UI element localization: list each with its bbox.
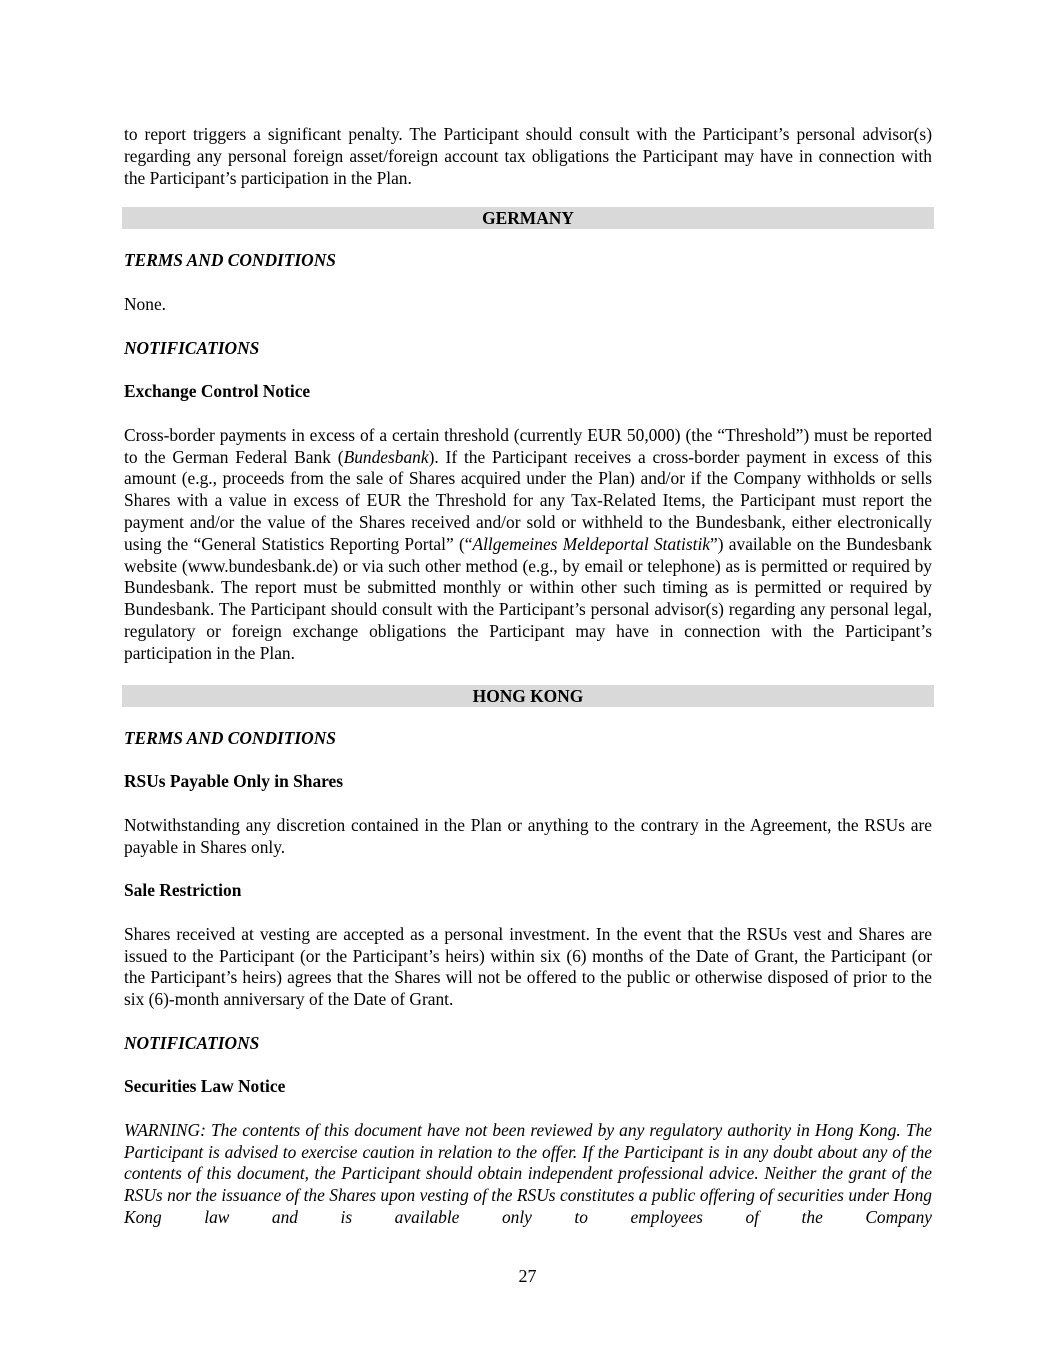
intro-paragraph: to report triggers a significant penalty. The Participant should consult with the Participant’s personal advisor(s) regarding any personal foreign asset/foreign account tax obligations the Participant may have in connection with the Participant’s participation in the Plan. bbox=[124, 124, 932, 188]
germany-terms-heading: TERMS AND CONDITIONS bbox=[124, 250, 336, 271]
section-band-hong-kong: HONG KONG bbox=[122, 685, 934, 707]
page-number: 27 bbox=[518, 1266, 537, 1286]
exchange-text-part2: ). If the Participant receives a cross-border payment in excess of this amount (e.g., proceeds from the sale of Shares acquired under the Plan) and/or if the Company withholds or sells Shares with a value in excess of EUR the Threshold for any Tax-Related Items, the Participant must report the payment and/or the value of the Shares received and/or sold or withheld to the Bundesbank, either electronically using the “General Statistics Reporting Portal” (“ bbox=[124, 446, 933, 554]
section-band-germany: GERMANY bbox=[122, 207, 934, 229]
exchange-text-portal-name: Allgemeines Meldeportal Statistik bbox=[472, 533, 710, 554]
rsus-payable-paragraph: Notwithstanding any discretion contained in the Plan or anything to the contrary in the Agreement, the RSUs are payable in Shares only. bbox=[124, 814, 932, 857]
securities-law-heading: Securities Law Notice bbox=[124, 1076, 286, 1097]
document-body bbox=[124, 124, 932, 1229]
sale-restriction-paragraph: Shares received at vesting are accepted as a personal investment. In the event that the RSUs vest and Shares are issued to the Participant (or the Participant’s heirs) within six (6) months of the Date of Grant, the Participant (or the Participant’s heirs) agrees that the Shares will not be offered to the public or otherwise disposed of prior to the six (6)-month anniversary of the Date of Grant. bbox=[124, 923, 932, 1010]
germany-terms-text: None. bbox=[124, 293, 167, 314]
hongkong-notifications-heading: NOTIFICATIONS bbox=[124, 1032, 260, 1053]
exchange-text-part1: Cross-border payments in excess of a certain threshold (currently EUR 50,000) (the “Threshold”) must be reported to the German Federal Bank ( bbox=[124, 424, 932, 467]
germany-notifications-heading: NOTIFICATIONS bbox=[124, 337, 260, 358]
hongkong-terms-heading: TERMS AND CONDITIONS bbox=[124, 727, 336, 748]
sale-restriction-heading: Sale Restriction bbox=[124, 880, 242, 901]
exchange-text-part3: ”) available on the Bundesbank website (www.bundesbank.de) or via such other method (e.g., by email or telephone) as is permitted or required by Bundesbank. The report must be submitted monthly or within other such timing as is permitted or required by Bundesbank. The Participant should consult with the Participant’s personal advisor(s) regarding any personal legal, regulatory or foreign exchange obligations the Participant may have in connection with the Participant’s participation in the Plan. bbox=[124, 533, 932, 663]
exchange-control-heading: Exchange Control Notice bbox=[124, 381, 311, 402]
exchange-text-bundesbank: Bundesbank bbox=[343, 446, 429, 467]
securities-warning-paragraph: WARNING: The contents of this document have not been reviewed by any regulatory authority in Hong Kong. The Participant is advised to exercise caution in relation to the offer. If the Participant is in any doubt about any of the contents of this document, the Participant should obtain independent professional advice. Neither the grant of the RSUs nor the issuance of the Shares upon vesting of the RSUs constitutes a public offering of securities under Hong Kong law and is available only to employees of the Company bbox=[124, 1119, 932, 1228]
rsus-payable-heading: RSUs Payable Only in Shares bbox=[124, 771, 344, 792]
exchange-control-paragraph bbox=[124, 425, 932, 665]
